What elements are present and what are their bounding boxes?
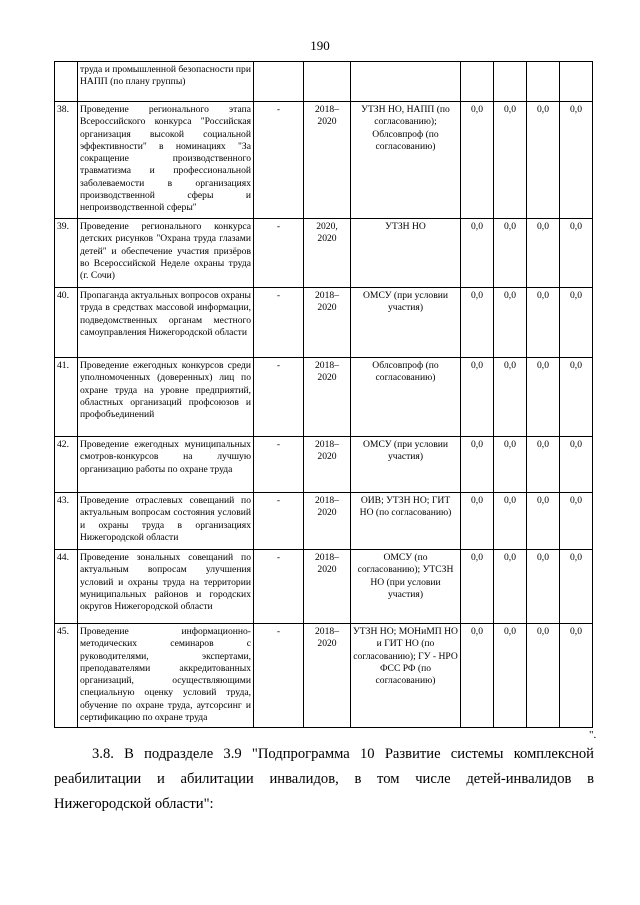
cell-value-2019: 0,0: [494, 437, 527, 493]
cell-value-total: 0,0: [560, 624, 593, 728]
cell-row-number: 40.: [55, 288, 78, 358]
cell-measure-name: Проведение отраслевых совещаний по актуальным вопросам состояния условий и охраны труда в организациях Нижегородской области: [78, 493, 254, 550]
cell-years: [304, 62, 351, 102]
cell-executor: УТЗН НО; МОНиМП НО и ГИТ НО (по согласованию); ГУ - НРО ФСС РФ (по согласованию): [351, 624, 461, 728]
table-row: [55, 358, 593, 437]
cell-value-2018: 0,0: [461, 550, 494, 624]
cell-row-number: 41.: [55, 358, 78, 437]
table-row: [55, 288, 593, 358]
cell-value-2019: 0,0: [494, 288, 527, 358]
cell-executor: Облсовпроф (по согласованию): [351, 358, 461, 437]
cell-row-number: 42.: [55, 437, 78, 493]
cell-funding-source: -: [254, 493, 304, 550]
cell-value-2020: 0,0: [527, 358, 560, 437]
cell-value-total: 0,0: [560, 219, 593, 288]
cell-years: 2018–2020: [304, 358, 351, 437]
cell-funding-source: -: [254, 288, 304, 358]
cell-years: 2018–2020: [304, 437, 351, 493]
cell-value-2019: 0,0: [494, 624, 527, 728]
cell-funding-source: -: [254, 550, 304, 624]
measures-table: [54, 61, 593, 728]
cell-value-2019: [494, 62, 527, 102]
cell-value-2018: 0,0: [461, 102, 494, 219]
cell-value-2020: 0,0: [527, 624, 560, 728]
cell-value-2019: 0,0: [494, 358, 527, 437]
table-row: [55, 624, 593, 728]
cell-years: 2018–2020: [304, 493, 351, 550]
cell-measure-name: Проведение зональных совещаний по актуальным вопросам улучшения условий и охраны труда на территории муниципальных районов и городских округов Нижегородской области: [78, 550, 254, 624]
cell-value-2020: 0,0: [527, 219, 560, 288]
cell-row-number: [55, 62, 78, 102]
cell-executor: ОИВ; УТЗН НО; ГИТ НО (по согласованию): [351, 493, 461, 550]
cell-value-2020: 0,0: [527, 102, 560, 219]
cell-row-number: 43.: [55, 493, 78, 550]
cell-value-2018: [461, 62, 494, 102]
cell-measure-name: Проведение регионального конкурса детских рисунков "Охрана труда глазами детей" и обеспечение участия призёров во Всероссийской Неделе охраны труда (г. Сочи): [78, 219, 254, 288]
cell-funding-source: -: [254, 624, 304, 728]
cell-years: 2018–2020: [304, 624, 351, 728]
cell-years: 2018–2020: [304, 102, 351, 219]
cell-measure-name: Проведение информационно-методических семинаров с руководителями, экспертами, преподавателями аккредитованных организаций, осуществляющими специальную оценку условий труда, обучение по охране труда, аутсорсинг и сертификацию по охране труда: [78, 624, 254, 728]
cell-executor: [351, 62, 461, 102]
cell-value-2020: 0,0: [527, 288, 560, 358]
cell-executor: УТЗН НО, НАПП (по согласованию); Облсовпроф (по согласованию): [351, 102, 461, 219]
cell-value-2020: [527, 62, 560, 102]
table-row: [55, 62, 593, 102]
cell-value-2020: 0,0: [527, 550, 560, 624]
cell-funding-source: -: [254, 437, 304, 493]
cell-value-2018: 0,0: [461, 437, 494, 493]
cell-value-2019: 0,0: [494, 219, 527, 288]
cell-measure-name: Пропаганда актуальных вопросов охраны труда в средствах массовой информации, подведомственных органам местного самоуправления Нижегородской области: [78, 288, 254, 358]
cell-row-number: 39.: [55, 219, 78, 288]
cell-row-number: 38.: [55, 102, 78, 219]
section-paragraph: 3.8. В подразделе 3.9 "Подпрограмма 10 Развитие системы комплексной реабилитации и абилитации инвалидов, в том числе детей-инвалидов в Нижегородской области":: [54, 746, 594, 812]
cell-value-total: 0,0: [560, 288, 593, 358]
cell-executor: ОМСУ (при условии участия): [351, 437, 461, 493]
cell-value-2020: 0,0: [527, 437, 560, 493]
page-number: 190: [310, 38, 330, 53]
cell-value-2019: 0,0: [494, 102, 527, 219]
cell-row-number: 45.: [55, 624, 78, 728]
cell-value-total: 0,0: [560, 102, 593, 219]
cell-years: 2020, 2020: [304, 219, 351, 288]
cell-value-total: 0,0: [560, 493, 593, 550]
cell-measure-name: Проведение ежегодных муниципальных смотров-конкурсов на лучшую организацию работы по охране труда: [78, 437, 254, 493]
cell-measure-name: труда и промышленной безопасности при НАПП (по плану группы): [78, 62, 254, 102]
cell-row-number: 44.: [55, 550, 78, 624]
cell-value-2018: 0,0: [461, 219, 494, 288]
cell-funding-source: -: [254, 102, 304, 219]
cell-value-2019: 0,0: [494, 550, 527, 624]
table-closing-quote: ".: [589, 729, 597, 741]
cell-funding-source: -: [254, 358, 304, 437]
cell-value-total: 0,0: [560, 437, 593, 493]
cell-executor: ОМСУ (по согласованию); УТСЗН НО (при условии участия): [351, 550, 461, 624]
cell-value-total: [560, 62, 593, 102]
cell-executor: ОМСУ (при условии участия): [351, 288, 461, 358]
cell-executor: УТЗН НО: [351, 219, 461, 288]
cell-value-total: 0,0: [560, 550, 593, 624]
cell-value-2018: 0,0: [461, 288, 494, 358]
table-body: [55, 62, 593, 728]
table-row: [55, 437, 593, 493]
cell-years: 2018–2020: [304, 550, 351, 624]
table-row: [55, 550, 593, 624]
table-row: [55, 219, 593, 288]
cell-measure-name: Проведение регионального этапа Всероссийского конкурса "Российская организация высокой социальной эффективности" в номинациях "За сокращение производственного травматизма и профессиональной заболеваемости в организациях производственной сферы и непроизводственной сферы": [78, 102, 254, 219]
table-row: [55, 493, 593, 550]
cell-value-total: 0,0: [560, 358, 593, 437]
cell-value-2018: 0,0: [461, 358, 494, 437]
table-row: [55, 102, 593, 219]
cell-funding-source: -: [254, 219, 304, 288]
cell-value-2018: 0,0: [461, 493, 494, 550]
cell-years: 2018–2020: [304, 288, 351, 358]
cell-funding-source: [254, 62, 304, 102]
cell-value-2020: 0,0: [527, 493, 560, 550]
cell-value-2018: 0,0: [461, 624, 494, 728]
cell-measure-name: Проведение ежегодных конкурсов среди уполномоченных (доверенных) лиц по охране труда на уровне предприятий, областных организаций профсоюзов и профобъединений: [78, 358, 254, 437]
cell-value-2019: 0,0: [494, 493, 527, 550]
